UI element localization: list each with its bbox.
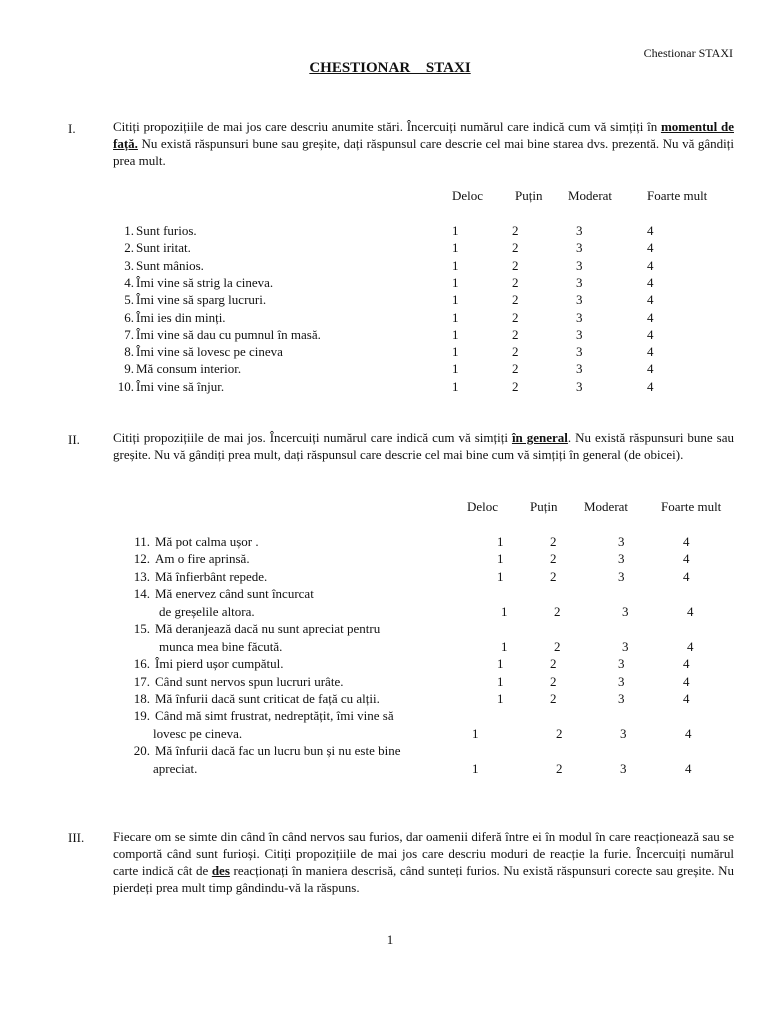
section-3-number: III. — [68, 830, 85, 845]
scale-option[interactable]: 4 — [647, 327, 654, 342]
item-number: 20. — [133, 743, 150, 758]
scale-option[interactable]: 2 — [512, 310, 519, 325]
scale-option[interactable]: 3 — [618, 569, 625, 584]
scale-option[interactable]: 1 — [452, 275, 459, 290]
scale-option[interactable]: 1 — [452, 240, 459, 255]
scale-option[interactable]: 1 — [452, 292, 459, 307]
scale-option[interactable]: 2 — [550, 674, 557, 689]
scale-option[interactable]: 2 — [556, 726, 563, 741]
scale-option[interactable]: 2 — [512, 361, 519, 376]
item-number: 6. — [124, 310, 134, 325]
item-number: 16. — [133, 656, 150, 671]
section-1-col-putin: Puțin — [515, 188, 543, 203]
scale-option[interactable]: 3 — [576, 275, 583, 290]
scale-option[interactable]: 1 — [452, 258, 459, 273]
section-2-intro-text-end: . Nu există răspunsuri bune sau greșite. Nu vă gândiți prea mult, dați răspunsul care descrie cel mai bine cum vă simțiți în general (de obicei). — [113, 430, 734, 462]
scale-option[interactable]: 2 — [556, 761, 563, 776]
scale-option[interactable]: 1 — [497, 569, 504, 584]
item-text: Sunt iritat. — [136, 240, 191, 255]
item-number: 7. — [124, 327, 134, 342]
scale-option[interactable]: 4 — [683, 674, 690, 689]
section-1-number: I. — [68, 121, 76, 136]
scale-option[interactable]: 2 — [512, 344, 519, 359]
item-number: 11. — [134, 534, 150, 549]
scale-option[interactable]: 4 — [683, 551, 690, 566]
document-header-label: Chestionar STAXI — [643, 46, 733, 60]
item-number: 3. — [124, 258, 134, 273]
scale-option[interactable]: 3 — [576, 240, 583, 255]
scale-option[interactable]: 3 — [576, 258, 583, 273]
scale-option[interactable]: 2 — [550, 534, 557, 549]
item-number: 13. — [133, 569, 150, 584]
item-text-continued: apreciat. — [153, 761, 198, 776]
item-number: 9. — [124, 361, 134, 376]
scale-option[interactable]: 1 — [472, 761, 479, 776]
scale-option[interactable]: 4 — [683, 569, 690, 584]
scale-option[interactable]: 4 — [683, 656, 690, 671]
section-1-col-foarte-mult: Foarte mult — [647, 188, 708, 203]
item-text-continued: munca mea bine făcută. — [159, 639, 283, 654]
scale-option[interactable]: 3 — [576, 223, 583, 238]
scale-option[interactable]: 3 — [618, 691, 625, 706]
section-1-intro-text: Citiți propozițiile de mai jos care descriu anumite stări. Încercuiți numărul care indică cum vă simțiți în — [113, 119, 661, 134]
item-number: 2. — [124, 240, 134, 255]
scale-option[interactable]: 3 — [618, 656, 625, 671]
scale-option[interactable]: 4 — [687, 604, 694, 619]
item-number: 19. — [133, 708, 150, 723]
scale-option[interactable]: 3 — [618, 551, 625, 566]
section-1-instructions — [113, 118, 734, 169]
scale-option[interactable]: 2 — [550, 656, 557, 671]
scale-option[interactable]: 1 — [452, 344, 459, 359]
item-number: 12. — [133, 551, 150, 566]
scale-option[interactable]: 4 — [683, 534, 690, 549]
scale-option[interactable]: 4 — [647, 240, 654, 255]
item-number: 15. — [133, 621, 150, 636]
item-number: 1. — [124, 223, 134, 238]
scale-option[interactable]: 4 — [687, 639, 694, 654]
scale-option[interactable]: 1 — [497, 551, 504, 566]
scale-option[interactable]: 4 — [647, 223, 654, 238]
scale-option[interactable]: 2 — [554, 604, 561, 619]
item-text: Când mă simt frustrat, nedreptățit, îmi vine să — [155, 708, 394, 723]
item-text: Mă consum interior. — [136, 361, 242, 376]
item-text: Mă înfurii dacă sunt criticat de față cu alții. — [155, 691, 380, 706]
item-text: Îmi pierd ușor cumpătul. — [155, 656, 284, 671]
section-2-intro-text: Citiți propozițiile de mai jos. Încercuiți numărul care indică cum vă simțiți — [113, 430, 512, 445]
scale-option[interactable]: 1 — [497, 534, 504, 549]
section-3-intro-emphasis: des — [211, 863, 230, 878]
scale-option[interactable]: 2 — [512, 240, 519, 255]
item-text: Mă pot calma ușor . — [155, 534, 259, 549]
scale-option[interactable]: 2 — [554, 639, 561, 654]
scale-option[interactable]: 1 — [452, 223, 459, 238]
item-number: 18. — [133, 691, 150, 706]
scale-option[interactable]: 4 — [647, 258, 654, 273]
scale-option[interactable]: 3 — [618, 534, 625, 549]
scale-option[interactable]: 3 — [620, 761, 627, 776]
scale-option[interactable]: 3 — [576, 344, 583, 359]
scale-option[interactable]: 1 — [452, 310, 459, 325]
item-number: 17. — [133, 674, 150, 689]
item-text: Îmi vine să dau cu pumnul în masă. — [136, 327, 321, 342]
item-number: 8. — [124, 344, 134, 359]
scale-option[interactable]: 1 — [452, 379, 459, 394]
scale-option[interactable]: 3 — [576, 292, 583, 307]
item-text: Sunt furios. — [136, 223, 197, 238]
scale-option[interactable]: 1 — [501, 639, 508, 654]
section-2-col-deloc: Deloc — [467, 499, 499, 514]
scale-option[interactable]: 2 — [512, 275, 519, 290]
scale-option[interactable]: 1 — [501, 604, 508, 619]
scale-option[interactable]: 4 — [647, 292, 654, 307]
scale-option[interactable]: 3 — [576, 327, 583, 342]
scale-option[interactable]: 2 — [550, 569, 557, 584]
scale-option[interactable]: 2 — [512, 327, 519, 342]
section-3-instructions — [113, 828, 734, 896]
scale-option[interactable]: 4 — [647, 310, 654, 325]
section-1-col-moderat: Moderat — [568, 188, 613, 203]
scale-option[interactable]: 3 — [620, 726, 627, 741]
item-number: 4. — [124, 275, 134, 290]
scale-option[interactable]: 3 — [576, 310, 583, 325]
item-text: Mă înfurii dacă fac un lucru bun și nu este bine — [155, 743, 401, 758]
scale-option[interactable]: 2 — [550, 551, 557, 566]
section-2-col-moderat: Moderat — [584, 499, 629, 514]
section-2-col-foarte-mult: Foarte mult — [661, 499, 722, 514]
section-1-col-deloc: Deloc — [452, 188, 484, 203]
scale-option[interactable]: 3 — [622, 639, 629, 654]
scale-option[interactable]: 4 — [647, 361, 654, 376]
section-3-intro-text: Fiecare om se simte din când în când nervos sau furios, dar oamenii diferă între ei în modul în care reacționează sau se comportă când sunt furioși. Citiți propozițiile de mai jos care descriu moduri de reacție la furie. Încercuiți numărul carte indică cât de — [113, 829, 734, 878]
item-text: Am o fire aprinsă. — [155, 551, 250, 566]
scale-option[interactable]: 2 — [512, 223, 519, 238]
scale-option[interactable]: 1 — [452, 327, 459, 342]
item-number: 14. — [133, 586, 150, 601]
scale-option[interactable]: 1 — [452, 361, 459, 376]
scale-option[interactable]: 4 — [647, 379, 654, 394]
item-text: Îmi vine să înjur. — [136, 379, 225, 394]
item-text: Îmi vine să strig la cineva. — [136, 275, 274, 290]
section-2-instructions — [113, 429, 734, 463]
section-1-intro-emphasis: momentul de față. — [113, 119, 734, 151]
item-text: Îmi vine să sparg lucruri. — [136, 292, 267, 307]
section-2-col-putin: Puțin — [530, 499, 558, 514]
scale-option[interactable]: 3 — [622, 604, 629, 619]
scale-option[interactable]: 4 — [685, 726, 692, 741]
section-2-intro-emphasis: în general — [511, 430, 568, 445]
item-text: Mă deranjează dacă nu sunt apreciat pentru — [155, 621, 381, 636]
item-text: Mă înfierbânt repede. — [155, 569, 268, 584]
section-1-intro-text-end: Nu există răspunsuri bune sau greșite, dați răspunsul care descrie cel mai bine starea dvs. prezentă. Nu vă gândiți prea mult. — [113, 136, 734, 168]
scale-option[interactable]: 1 — [497, 674, 504, 689]
scale-option[interactable]: 4 — [647, 275, 654, 290]
scale-option[interactable]: 2 — [550, 691, 557, 706]
item-number: 5. — [124, 292, 134, 307]
scale-option[interactable]: 2 — [512, 379, 519, 394]
scale-option[interactable]: 3 — [576, 379, 583, 394]
section-3-intro-text-end: reacționați în maniera descrisă, când sunteți furios. Nu există răspunsuri corecte sau greșite. Nu pierdeți prea mult timp gândindu-vă la răspuns. — [113, 863, 734, 895]
item-text: Sunt mânios. — [136, 258, 204, 273]
item-text-continued: de greșelile altora. — [159, 604, 255, 619]
scale-option[interactable]: 3 — [576, 361, 583, 376]
item-text: Mă enervez când sunt încurcat — [155, 586, 314, 601]
item-number: 10. — [117, 379, 134, 394]
item-text: Îmi ies din minți. — [136, 310, 226, 325]
page-title: CHESTIONAR STAXI — [309, 60, 471, 76]
scale-option[interactable]: 1 — [472, 726, 479, 741]
scale-option[interactable]: 4 — [647, 344, 654, 359]
scale-option[interactable]: 1 — [497, 656, 504, 671]
scale-option[interactable]: 4 — [683, 691, 690, 706]
scale-option[interactable]: 2 — [512, 292, 519, 307]
scale-option[interactable]: 2 — [512, 258, 519, 273]
item-text: Când sunt nervos spun lucruri urâte. — [155, 674, 344, 689]
scale-option[interactable]: 1 — [497, 691, 504, 706]
section-2-number: II. — [68, 432, 80, 447]
page-number: 1 — [386, 932, 394, 947]
scale-option[interactable]: 3 — [618, 674, 625, 689]
item-text-continued: lovesc pe cineva. — [153, 726, 243, 741]
item-text: Îmi vine să lovesc pe cineva — [136, 344, 283, 359]
scale-option[interactable]: 4 — [685, 761, 692, 776]
